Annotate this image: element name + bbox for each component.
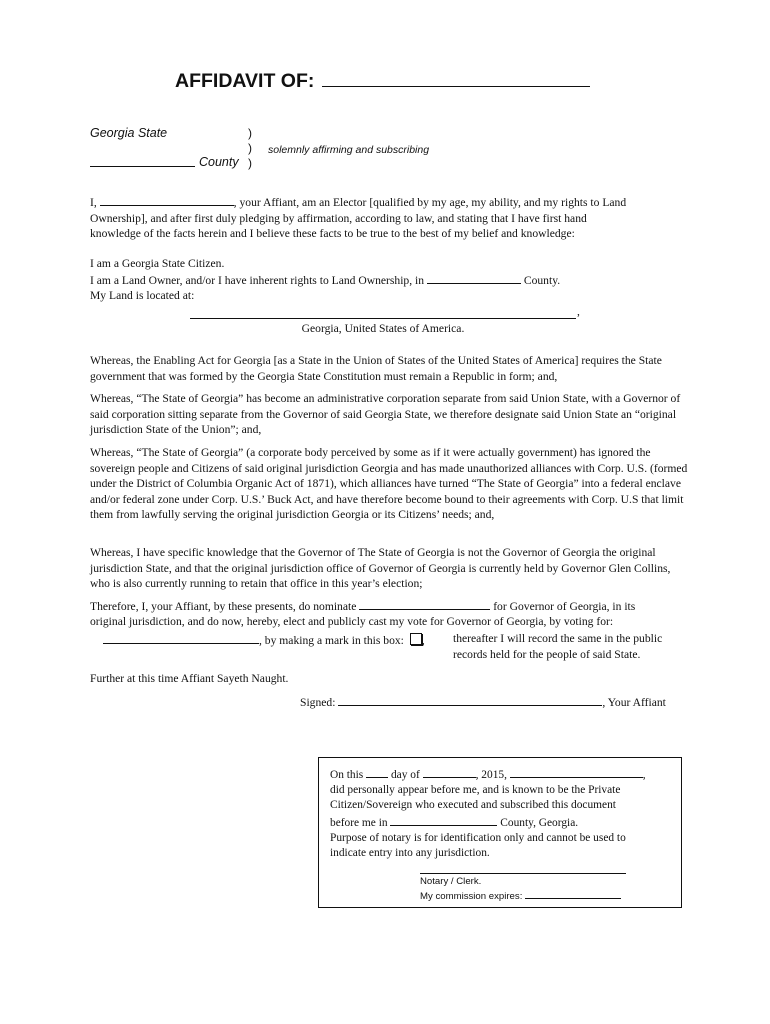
commission-blank[interactable] — [525, 889, 621, 899]
title-text: AFFIDAVIT OF: — [175, 70, 315, 92]
owner-statement: I am a Land Owner, and/or I have inherent rights to Land Ownership, in — [90, 273, 425, 287]
intro-line-3: knowledge of the facts herein and I believe these facts to be true to the best of my belief and knowledge: — [90, 227, 575, 240]
therefore-line-2: original jurisdiction, and do now, hereby, elect and publicly cast my vote for Governor of Georgia, by voting for: — [90, 615, 614, 628]
affirming-label: solemnly affirming and subscribing — [268, 144, 430, 156]
document-title — [175, 70, 590, 93]
paren-1: ) — [248, 126, 252, 140]
year-text: , 2015, — [475, 769, 507, 781]
signature-blank[interactable] — [338, 694, 602, 706]
day-blank[interactable] — [366, 766, 388, 778]
signed-label: Signed: — [300, 696, 336, 709]
whereas-3: Whereas, “The State of Georgia” (a corporate body perceived by some as if it were actually government) has ignored the sovereign people and Citizens of said original jurisdiction Georgia and has made unauthorized alliances with Corp. U.S. (formed under the District of Columbia Organic Act of 1871), which alliances have turned “The State of Georgia” into a federal enclave and/or federal zone under Corp. U.S.’ Buck Act, and have therefore become bound to their agreements with Corp. U.S that limit them from lawfully serving the original jurisdiction Georgia or its Citizens’ needs; and, — [90, 446, 688, 521]
land-statement: My Land is located at: — [90, 289, 195, 302]
thereafter-text: thereafter I will record the same in the public — [453, 632, 663, 645]
mark-text: , by making a mark in this box: — [259, 634, 404, 647]
notary-comma: , — [642, 769, 646, 781]
paren-2: ) — [248, 141, 252, 155]
commission-line — [420, 889, 621, 902]
vote-comma: , — [421, 634, 425, 647]
county-label: County — [199, 155, 239, 169]
whereas-1: Whereas, the Enabling Act for Georgia [as a State in the Union of States of the United States of America] requires the State government that was formed by the Georgia State Constitution must remain a Republic in form; and, — [90, 354, 662, 383]
vote-checkbox[interactable] — [410, 633, 422, 645]
notary-line-2: did personally appear before me, and is known to be the Private — [330, 784, 621, 797]
notary-purpose-2: indicate entry into any jurisdiction. — [330, 847, 490, 860]
notary-signature-blank[interactable] — [420, 873, 626, 874]
whereas-4: Whereas, I have specific knowledge that the Governor of The State of Georgia is not the Governor of Georgia the original jurisdiction State, and that the original jurisdiction office of Governor of Georgia is currently held by Governor Glen Collins, who is also currently running to retain that office in this year’s election; — [90, 546, 671, 590]
vote-name-blank[interactable] — [103, 632, 259, 644]
county-blank[interactable] — [90, 166, 195, 167]
signature-line — [300, 694, 666, 709]
i-prefix: I, — [90, 196, 97, 209]
intro-paragraph — [90, 194, 690, 242]
owner-suffix: County. — [523, 273, 561, 287]
affiant-name-blank[interactable] — [322, 72, 590, 87]
day-of-text: day of — [390, 769, 420, 781]
vote-line — [103, 632, 425, 647]
on-this-text: On this — [330, 769, 364, 781]
your-affiant-label: , Your Affiant — [602, 696, 666, 709]
paren-3: ) — [248, 156, 252, 170]
therefore-text-2: for Governor of Georgia, in its — [493, 600, 636, 613]
notary-purpose-1: Purpose of notary is for identification only and cannot be used to — [330, 831, 626, 844]
affiant-blank[interactable] — [100, 194, 234, 206]
therefore-text-1: Therefore, I, your Affiant, by these presents, do nominate — [90, 600, 357, 613]
notary-text — [330, 766, 675, 861]
person-blank[interactable] — [510, 766, 643, 778]
whereas-2: Whereas, “The State of Georgia” has become an administrative corporation separate from said Union State, with a Governor of said corporation sitting separate from the Governor of said Georgia State, we therefore designate said Union State an “original jurisdiction State of the Union”; and, — [90, 392, 681, 436]
further-text: Further at this time Affiant Sayeth Naught. — [90, 672, 289, 685]
intro-line-2: Ownership], and after first duly pledging by affirmation, according to law, and stating that I have first hand — [90, 211, 587, 225]
month-blank[interactable] — [423, 766, 476, 778]
intro-line-1: , your Affiant, am an Elector [qualified by my age, my ability, and my rights to Land — [233, 196, 627, 209]
location-comma: , — [577, 305, 580, 318]
citizen-statement: I am a Georgia State Citizen. — [90, 257, 225, 270]
statements — [90, 256, 690, 304]
commission-label: My commission expires: — [420, 891, 523, 902]
notary-county-blank[interactable] — [390, 814, 497, 826]
records-text: records held for the people of said State. — [453, 648, 641, 661]
nominee-blank[interactable] — [359, 598, 490, 610]
county-georgia-text: County, Georgia. — [500, 816, 579, 829]
before-text: before me in — [330, 816, 388, 829]
location-country: Georgia, United States of America. — [301, 322, 465, 335]
land-location-blank[interactable] — [190, 312, 576, 319]
notary-line-3: Citizen/Sovereign who executed and subscribed this document — [330, 799, 616, 812]
notary-clerk-label: Notary / Clerk. — [420, 876, 482, 887]
therefore-line-1 — [90, 598, 690, 615]
state-label: Georgia State — [90, 126, 168, 140]
owner-county-blank[interactable] — [427, 272, 521, 284]
